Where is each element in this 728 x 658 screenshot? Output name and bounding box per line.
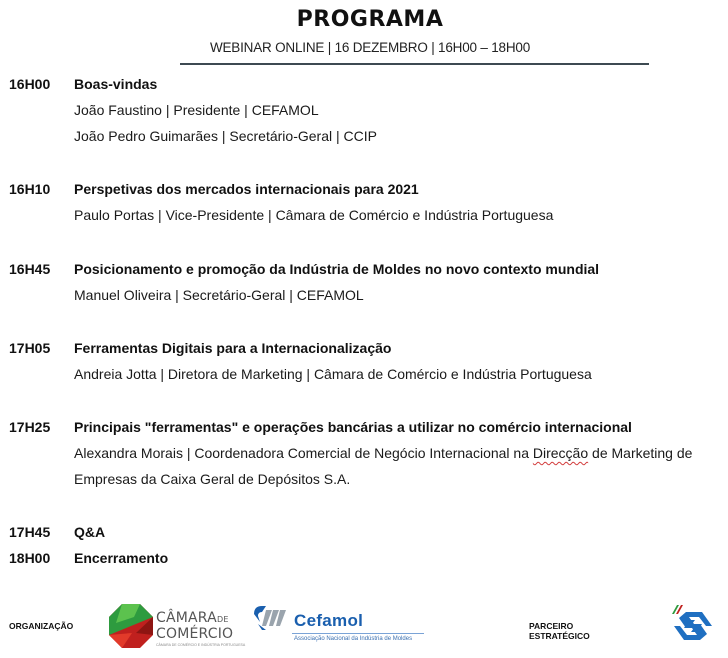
agenda-topic: Q&A [74,524,106,540]
ccip-name-de: DE [216,615,229,624]
agenda-time: 16H10 [9,181,51,197]
agenda-topic: Principais "ferramentas" e operações bancárias a utilizar no comércio internacional [74,419,632,435]
agenda-speaker [74,445,692,461]
agenda-time: 16H45 [9,261,51,277]
speaker-text: de Marketing de [588,445,693,461]
agenda-speaker: João Pedro Guimarães | Secretário-Geral | CCIP [74,128,377,144]
agenda-speaker: Paulo Portas | Vice-Presidente | Câmara de Comércio e Indústria Portuguesa [74,207,554,223]
agenda-time: 17H25 [9,419,51,435]
event-subtitle: WEBINAR ONLINE | 16 DEZEMBRO | 16H00 – 18H00 [209,40,531,55]
agenda-time: 16H00 [9,76,51,92]
agenda-speaker: Andreia Jotta | Diretora de Marketing | Câmara de Comércio e Indústria Portuguesa [74,366,592,382]
speaker-text: Alexandra Morais | Coordenadora Comercial de Negócio Internacional na [74,445,533,461]
ccip-name-line2: COMÉRCIO [156,626,234,642]
agenda-topic: Posicionamento e promoção da Indústria de Moldes no novo contexto mundial [74,261,600,277]
agenda-speaker: Manuel Oliveira | Secretário-Geral | CEFAMOL [74,287,364,303]
agenda-topic: Ferramentas Digitais para a Internacionalização [74,340,392,356]
ccip-tagline: CÂMARA DE COMÉRCIO E INDÚSTRIA PORTUGUESA [156,643,246,647]
partner-label-line1: PARCEIRO [529,621,574,631]
cefamol-mark-icon [252,604,292,632]
partner-label-line2: ESTRATÉGICO [529,631,590,641]
cgd-mark-icon [668,604,718,646]
agenda-topic: Perspetivas dos mercados internacionais para 2021 [74,181,419,197]
agenda-topic: Boas-vindas [74,76,158,92]
organization-label: ORGANIZAÇÃO [9,621,74,631]
ccip-logo-name [156,611,233,642]
ccip-name-line1: CÂMARA [156,610,217,626]
spellcheck-flagged-word[interactable]: Direcção [532,445,589,461]
agenda-time: 17H05 [9,340,51,356]
strategic-partner-label [529,621,590,641]
agenda-time: 18H00 [9,550,51,566]
page-title: PROGRAMA [296,7,444,32]
header-divider [180,63,649,65]
agenda-topic: Encerramento [74,550,169,566]
agenda-speaker-continued: Empresas da Caixa Geral de Depósitos S.A. [74,471,351,487]
cefamol-logo-name: Cefamol [294,611,364,630]
ccip-octagon-icon [108,603,154,649]
cefamol-rule [292,633,424,634]
agenda-speaker: João Faustino | Presidente | CEFAMOL [74,102,319,118]
cefamol-tagline: Associação Nacional da Indústria de Moldes [294,636,413,642]
agenda-time: 17H45 [9,524,51,540]
